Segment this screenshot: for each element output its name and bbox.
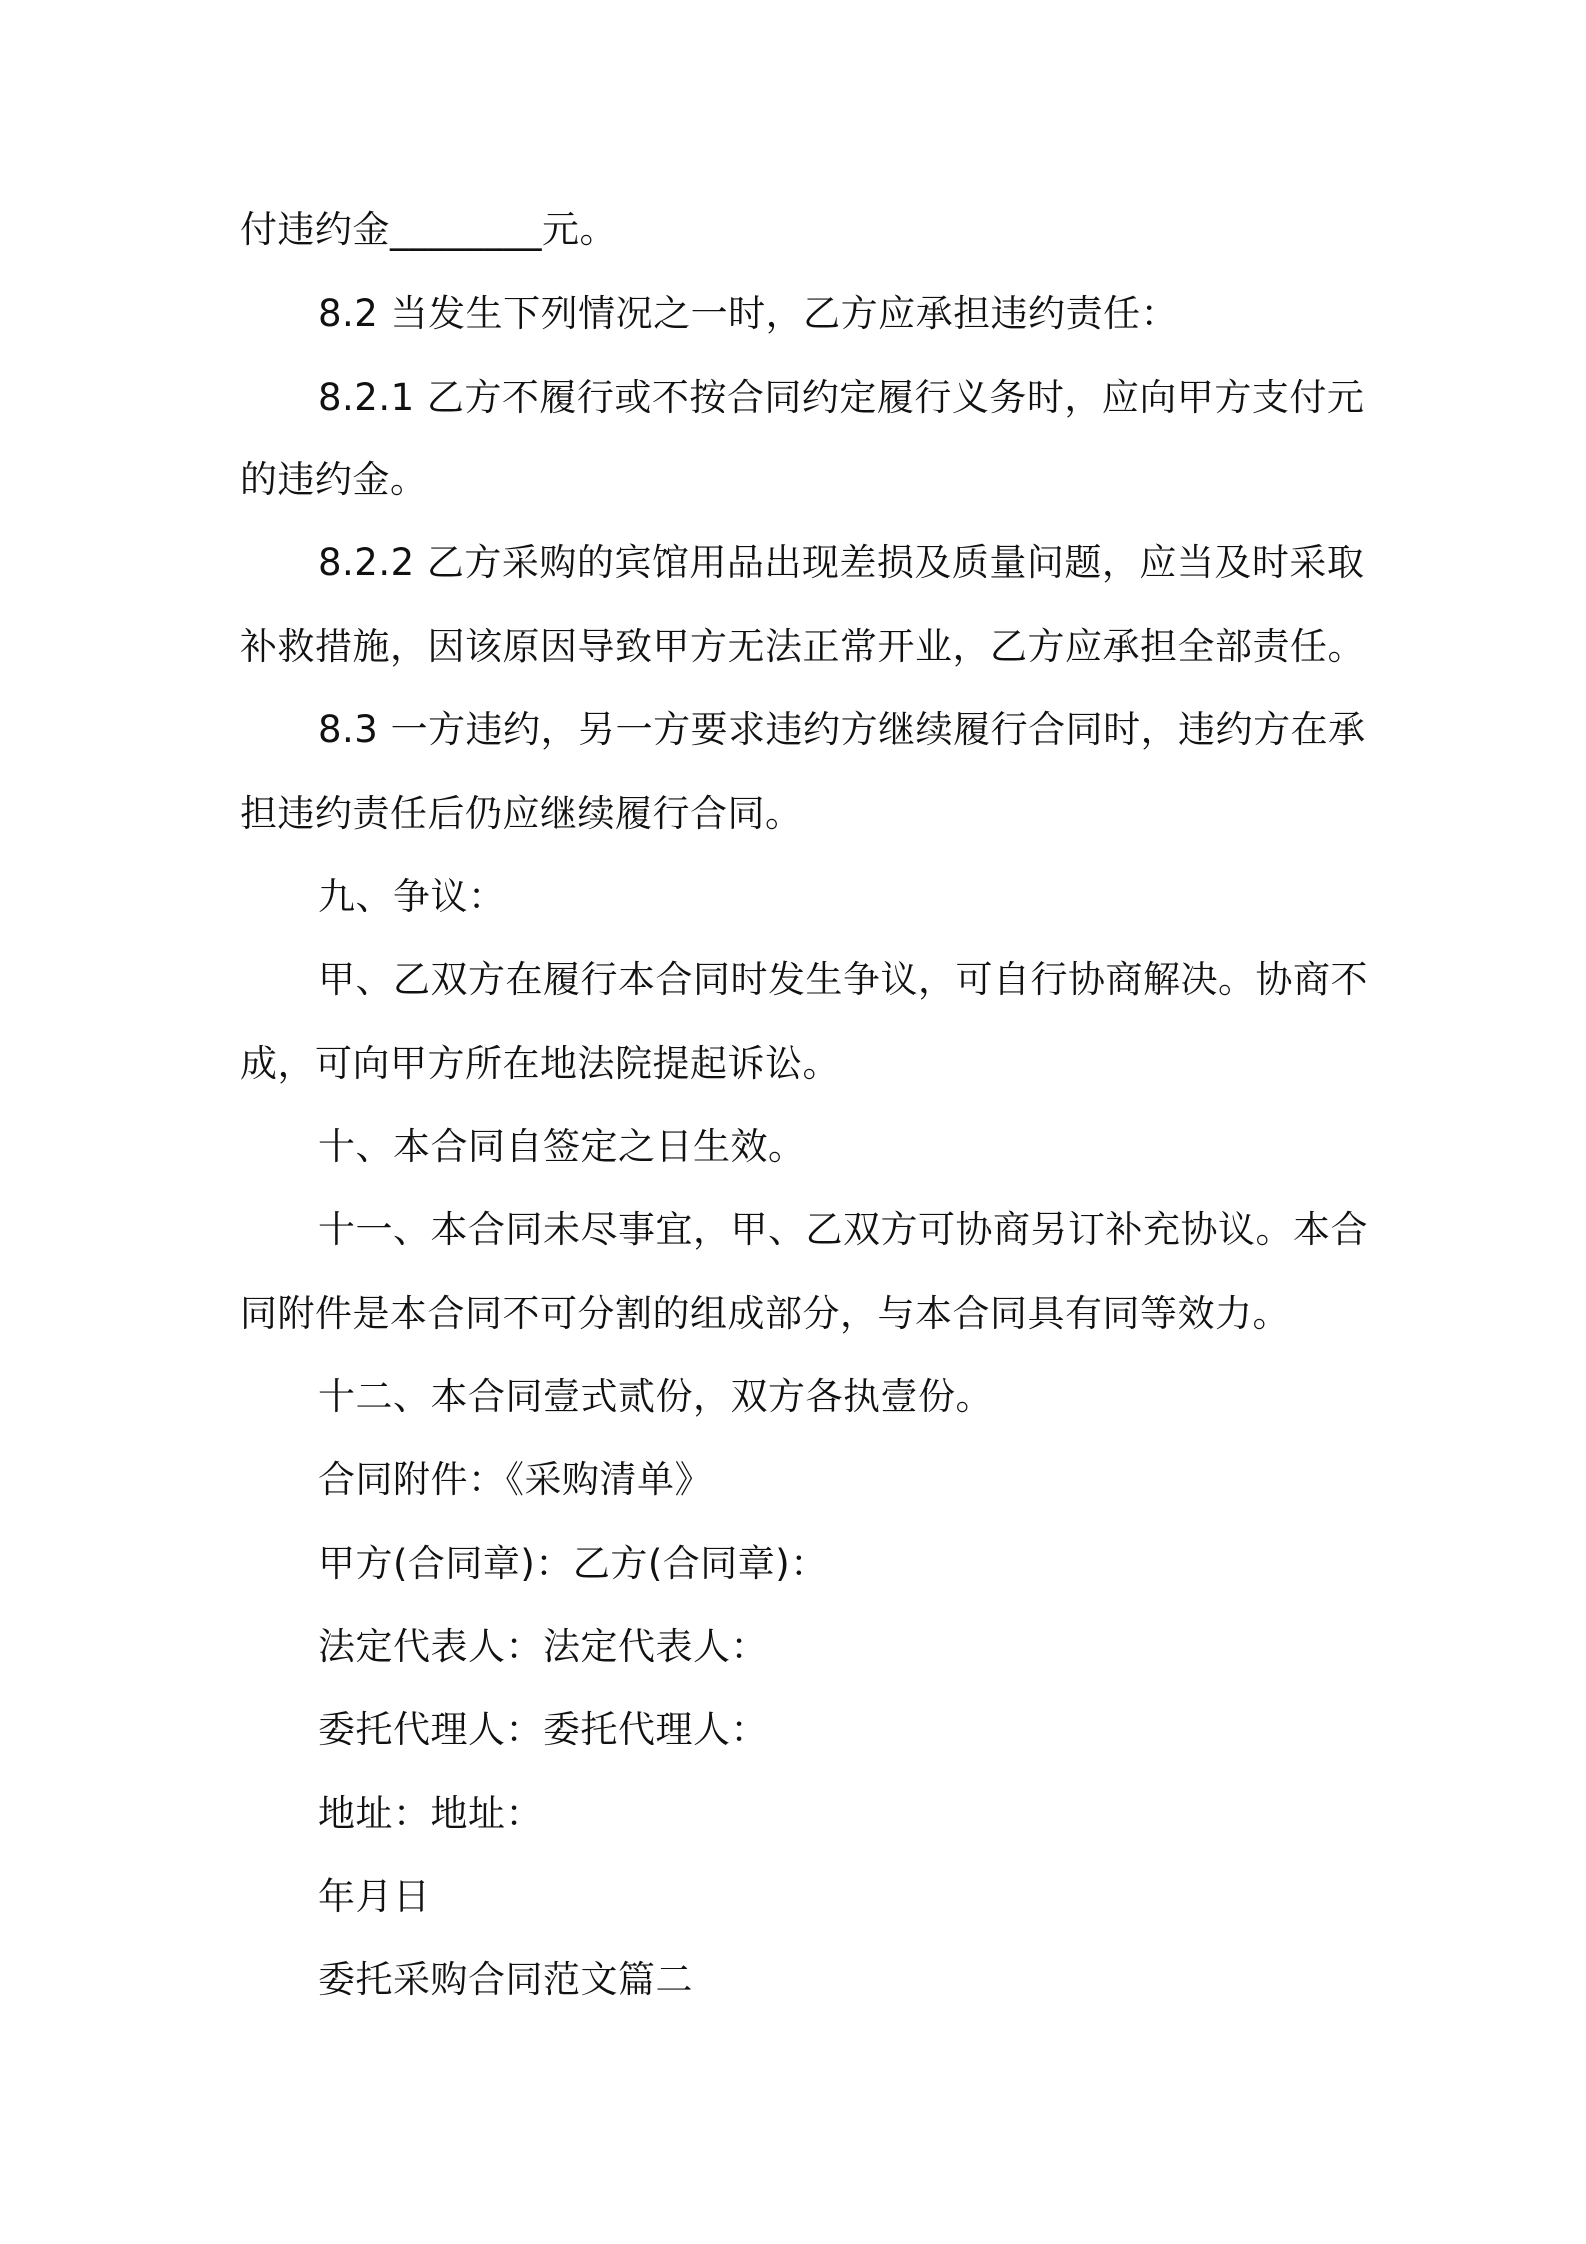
- signature-agent-line: 委托代理人：委托代理人：: [318, 1708, 768, 1751]
- signature-rep-line: 法定代表人：法定代表人：: [318, 1625, 768, 1668]
- signature-party-line: 甲方(合同章)：乙方(合同章)：: [318, 1542, 828, 1585]
- signature-address-line: 地址：地址：: [318, 1792, 543, 1835]
- text-line: 担违约责任后仍应继续履行合同。: [240, 792, 803, 835]
- text-line: 甲、乙双方在履行本合同时发生争议，可自行协商解决。协商不: [318, 958, 1368, 1001]
- text-line: 8.2.1 乙方不履行或不按合同约定履行义务时，应向甲方支付元: [318, 376, 1365, 419]
- text-line: 付违约金________元。: [240, 208, 617, 251]
- text-line: 补救措施，因该原因导致甲方无法正常开业，乙方应承担全部责任。: [240, 625, 1365, 668]
- text-line: 的违约金。: [240, 458, 428, 501]
- text-line: 合同附件：《采购清单》: [318, 1458, 712, 1501]
- text-line: 8.2.2 乙方采购的宾馆用品出现差损及质量问题，应当及时采取: [318, 541, 1365, 584]
- text-line: 十二、本合同壹式贰份，双方各执壹份。: [318, 1375, 993, 1418]
- text-line: 十一、本合同未尽事宜，甲、乙双方可协商另订补充协议。本合: [318, 1208, 1368, 1251]
- text-line: 8.2 当发生下列情况之一时，乙方应承担违约责任：: [318, 292, 1179, 335]
- text-line: 成，可向甲方所在地法院提起诉讼。: [240, 1042, 840, 1085]
- text-line: 同附件是本合同不可分割的组成部分，与本合同具有同等效力。: [240, 1292, 1290, 1335]
- section-heading: 九、争议：: [318, 875, 506, 918]
- text-line: 十、本合同自签定之日生效。: [318, 1125, 806, 1168]
- text-line: 8.3 一方违约，另一方要求违约方继续履行合同时，违约方在承: [318, 708, 1366, 751]
- date-line: 年月日: [318, 1875, 431, 1918]
- next-section-title: 委托采购合同范文篇二: [318, 1958, 693, 2001]
